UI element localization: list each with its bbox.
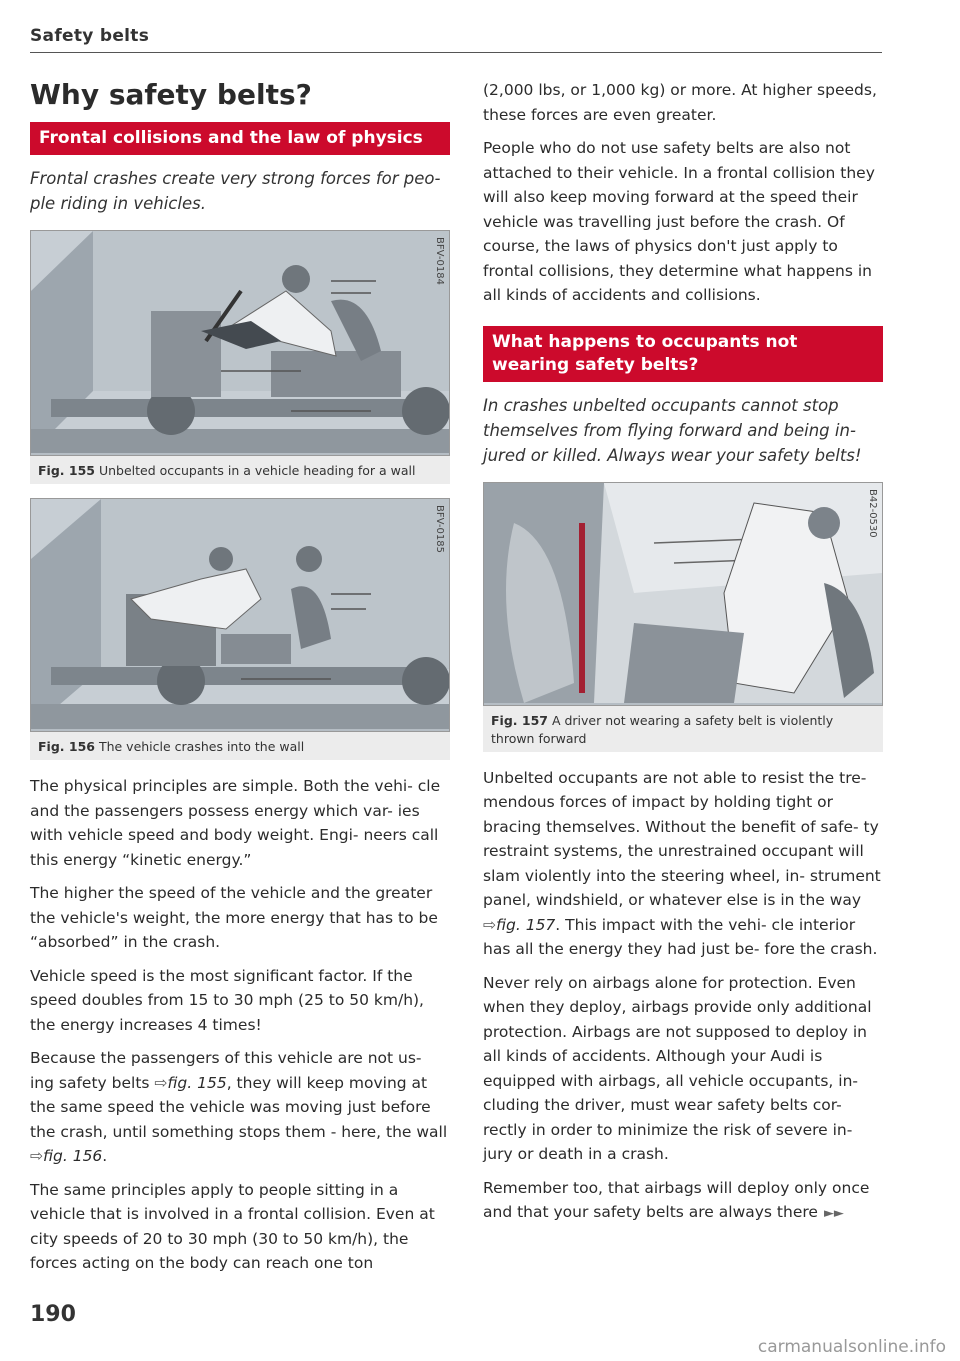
- figure-156-caption: [30, 732, 450, 760]
- p3-text-a: Unbelted occupants are not able to resist the tre- mendous forces of impact by holding tight or bracing themselves. Without the benefit of safe- ty restraint systems, the unrestrained occupant will slam violently into the steering wheel, in- strument panel, windshield, or whatever else is in the way: [483, 768, 881, 909]
- figure-155-caption-text: Unbelted occupants in a vehicle heading for a wall: [98, 463, 416, 478]
- section-banner-frontal: Frontal collisions and the law of physics: [30, 122, 450, 155]
- p4-text-b: , they will keep moving at the same speed the vehicle was moving just before the crash, until something stops them - here, the wall: [30, 1073, 448, 1141]
- page-header: [30, 26, 882, 53]
- watermark: carmanualsonline.info: [757, 1337, 946, 1357]
- continue-arrow-icon: ►►: [823, 1206, 844, 1221]
- p3-text-b: . This impact with the vehi- cle interior has all the energy they had just be- fore the crash.: [483, 915, 878, 958]
- figure-155-caption: [30, 456, 450, 484]
- figure-156-code: BFV-0185: [434, 505, 445, 553]
- arrow-right-icon: ⇨: [30, 1147, 43, 1165]
- driver-thrown-forward-illustration: [484, 483, 882, 703]
- p4-text-a: Because the passengers of this vehicle are not us- ing safety belts: [30, 1049, 422, 1092]
- paragraph-remember: [483, 1176, 883, 1227]
- unbelted-occupant-wall-illustration: [31, 231, 449, 453]
- paragraph-physical-principles: The physical principles are simple. Both the vehi- cle and the passengers possess energy which var- ies with vehicle speed and body weight. Engi- neers call this energy “kinetic energy.”: [30, 777, 441, 869]
- fig-156-link[interactable]: fig. 156: [43, 1147, 103, 1165]
- paragraph-passengers-not-belted: [30, 1046, 450, 1169]
- figure-156-illustration: [30, 498, 450, 732]
- figure-157-caption-text: A driver not wearing a safety belt is violently thrown forward: [491, 712, 834, 746]
- figure-155: [30, 230, 450, 484]
- right-column: [483, 78, 883, 1236]
- figure-157-label: Fig. 157: [491, 712, 548, 728]
- figure-155-label: Fig. 155: [38, 463, 95, 478]
- fig-155-link[interactable]: fig. 155: [167, 1073, 227, 1092]
- p4-text-c: .: [102, 1147, 108, 1165]
- paragraph-airbags: Never rely on airbags alone for protection. Even when they deploy, airbags provide only additional protection. Airbags are not supposed to deploy in all kinds of accidents. Although your Audi is equipped with airbags, all vehicle occupants, in- cluding the driver, must wear safety belts cor- rectly in order to minimize the risk of severe in- jury or death in a crash.: [483, 973, 872, 1163]
- page-number: 190: [30, 1302, 76, 1327]
- page-heading: Why safety belts?: [30, 78, 312, 111]
- section-banner-unbelted: What happens to occupants not wearing safety belts?: [483, 326, 883, 382]
- figure-157-caption: [483, 706, 883, 752]
- figure-156: [30, 498, 450, 760]
- figure-157-illustration: [483, 482, 883, 706]
- lead-text-frontal: Frontal crashes create very strong forces for peo- ple riding in vehicles.: [30, 169, 441, 213]
- fig-157-link[interactable]: fig. 157: [496, 915, 556, 934]
- arrow-right-icon: ⇨: [154, 1073, 168, 1092]
- figure-155-illustration: [30, 230, 450, 456]
- lead-text-unbelted: In crashes unbelted occupants cannot stop themselves from flying forward and being in- jured or killed. Always wear your safety belts!: [483, 395, 862, 465]
- left-column: [30, 78, 450, 1285]
- paragraph-higher-speed: The higher the speed of the vehicle and the greater the vehicle's weight, the more energy that has to be “absorbed” in the crash.: [30, 884, 438, 951]
- paragraph-continuation: (2,000 lbs, or 1,000 kg) or more. At higher speeds, these forces are even greater.: [483, 81, 877, 124]
- p5-text: Remember too, that airbags will deploy only once and that your safety belts are always there: [483, 1178, 870, 1221]
- figure-155-code: BFV-0184: [434, 237, 445, 285]
- figure-156-label: Fig. 156: [38, 739, 95, 754]
- paragraph-unbelted-occupants: [483, 766, 883, 962]
- figure-157-code: B42-0530: [867, 488, 878, 538]
- figure-157: [483, 482, 883, 752]
- paragraph-vehicle-speed: Vehicle speed is the most significant factor. If the speed doubles from 15 to 30 mph (25 to 50 km/h), the energy increases 4 times!: [30, 966, 424, 1034]
- section-title: Safety belts: [30, 26, 150, 46]
- figure-156-caption-text: The vehicle crashes into the wall: [98, 739, 305, 754]
- vehicle-crash-wall-illustration: [31, 499, 449, 729]
- paragraph-not-attached: People who do not use safety belts are also not attached to their vehicle. In a frontal collision they will also keep moving forward at the speed their vehicle was travelling just before the crash. Of course, the laws of physics don't just apply to frontal collisions, they determine what happens in all kinds of accidents and collisions.: [483, 139, 875, 304]
- paragraph-same-principles: The same principles apply to people sitting in a vehicle that is involved in a frontal collision. Even at city speeds of 20 to 30 mph (30 to 50 km/h), the forces acting on the body can reach one ton: [30, 1180, 435, 1272]
- arrow-right-icon: ⇨: [483, 915, 496, 934]
